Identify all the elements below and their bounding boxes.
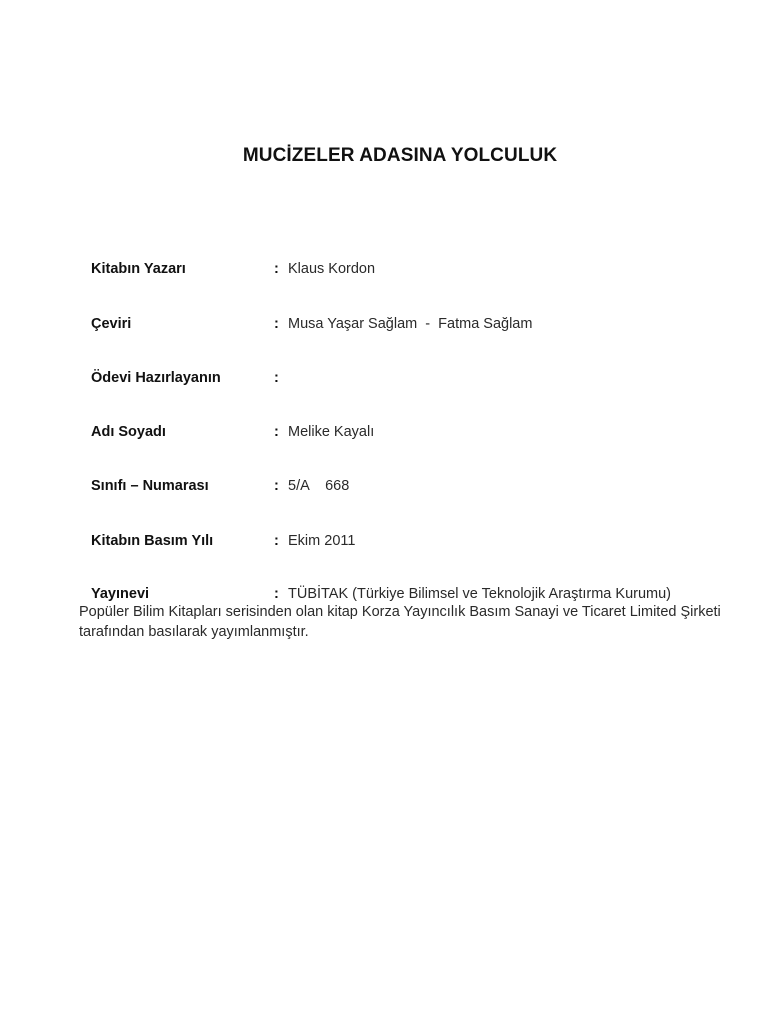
field-value: Musa Yaşar Sağlam - Fatma Sağlam — [288, 316, 533, 332]
field-colon: : — [274, 533, 279, 549]
field-colon: : — [274, 478, 279, 494]
field-value: TÜBİTAK (Türkiye Bilimsel ve Teknolojik Araştırma Kurumu) — [288, 586, 672, 602]
publisher-description: Popüler Bilim Kitapları serisinden olan kitap Korza Yayıncılık Basım Sanayi ve Ticaret Limited Şirketi tarafından basılarak yayımlanmıştır. — [79, 604, 721, 640]
field-value: Klaus Kordon — [288, 261, 376, 277]
field-colon: : — [274, 370, 279, 386]
field-colon: : — [274, 424, 279, 440]
field-label: Kitabın Yazarı — [91, 261, 186, 277]
field-value: Ekim 2011 — [288, 533, 356, 549]
field-value: 5/A 668 — [288, 478, 350, 494]
field-value: Melike Kayalı — [288, 424, 375, 440]
field-colon: : — [274, 316, 279, 332]
field-colon: : — [274, 261, 279, 277]
field-label: Sınıfı – Numarası — [91, 478, 209, 494]
field-label: Adı Soyadı — [91, 424, 166, 440]
field-label: Ödevi Hazırlayanın — [91, 370, 221, 386]
field-colon: : — [274, 586, 279, 602]
page-title: MUCİZELER ADASINA YOLCULUK — [242, 145, 558, 166]
field-label: Yayınevi — [91, 586, 150, 602]
field-label: Çeviri — [91, 316, 132, 332]
field-label: Kitabın Basım Yılı — [91, 533, 214, 549]
